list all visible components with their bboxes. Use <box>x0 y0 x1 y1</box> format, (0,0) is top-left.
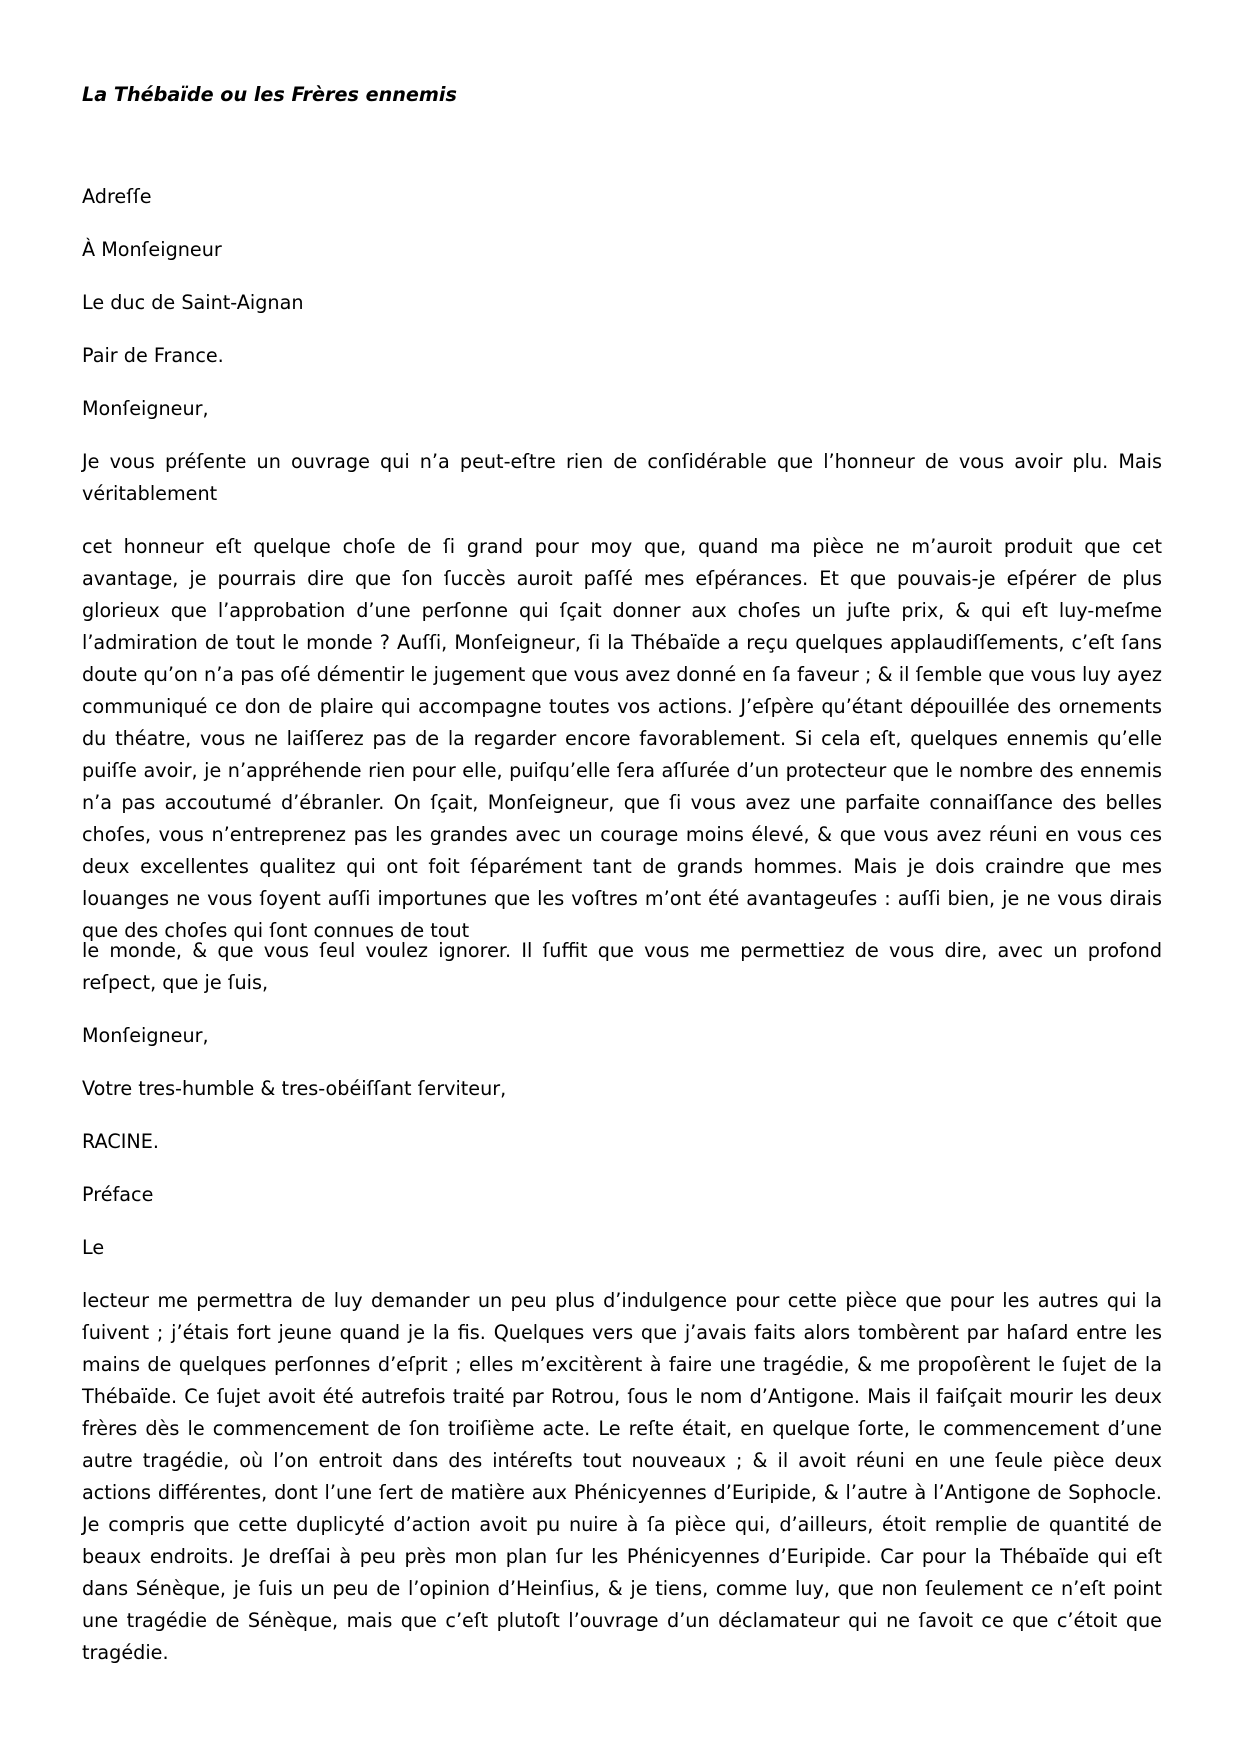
closing-formula: Votre tres-humble & tres-obéiſſant ſerviteur, <box>82 1077 507 1100</box>
preface-first-word: Le <box>82 1236 105 1259</box>
preface-paragraph: lecteur me permettra de luy demander un peu plus d’indulgence pour cette pièce que pour les autres qui la ſuivent ; j’étais fort jeune quand je la fis. Quelques vers que j’avais faits alors tombèrent par haſard entre les mains de quelques perſonnes d’eſprit ; elles m’excitèrent à faire une tragédie, & me propoſèrent le ſujet de la Thébaïde. Ce ſujet avoit été autrefois traité par Rotrou, ſous le nom d’Antigone. Mais il faiſçait mourir les deux frères dès le commencement de ſon troiſième acte. Le reſte était, en quelque ſorte, le commencement d’une autre tragédie, où l’on entroit dans des intéreſts tout nouveaux ; & il avoit réuni en une ſeule pièce deux actions différentes, dont l’une ſert de matière aux Phénicyennes d’Euripide, & l’autre à l’Antigone de Sophocle. Je compris que cette duplicyté d’action avoit pu nuire à ſa pièce qui, d’ailleurs, étoit remplie de quantité de beaux endroits. Je dreſſai à peu près mon plan ſur les Phénicyennes d’Euripide. Car pour la Thébaïde qui eſt dans Sénèque, je ſuis un peu de l’opinion d’Heinſius, & je tiens, comme luy, que non ſeulement ce n’eſt point une tragédie de Sénèque, mais que c’eſt plutoſt l’ouvrage d’un déclamateur qui ne ſavoit ce que c’étoit que tragédie. <box>82 1289 1162 1664</box>
recipient-line-3: Pair de France. <box>82 344 224 367</box>
recipient-line-2: Le duc de Saint-Aignan <box>82 291 304 314</box>
dedication-paragraph-1: Je vous préſente un ouvrage qui n’a peut-eſtre rien de conſidérable que l’honneur de vous avoir plu. Mais véritablement <box>82 450 1162 505</box>
signature: RACINE. <box>82 1130 159 1153</box>
dedication-paragraph-2: cet honneur eſt quelque choſe de ſi grand pour moy que, quand ma pièce ne m’auroit produit que cet avantage, je pourrais dire que ſon ſuccès auroit paſſé mes eſpérances. Et que pouvais-je eſpérer de plus glorieux que l’approbation d’une perſonne qui ſçait donner aux choſes un juſte prix, & qui eſt luy-meſme l’admiration de tout le monde ? Auſſi, Monſeigneur, ſi la Thébaïde a reçu quelques applaudiſſements, c’eſt ſans doute qu’on n’a pas oſé démentir le jugement que vous avez donné en ſa faveur ; & il ſemble que vous luy ayez communiqué ce don de plaire qui accompagne toutes vos actions. J’eſpère qu’étant dépouillée des ornements du théatre, vous ne laiſſerez pas de la regarder encore favorablement. Si cela eſt, quelques ennemis qu’elle puiſſe avoir, je n’appréhende rien pour elle, puiſqu’elle ſera aſſurée d’un protecteur que le nombre des ennemis n’a pas accoutumé d’ébranler. On ſçait, Monſeigneur, que ſi vous avez une parfaite connaiſſance des belles choſes, vous n’entreprenez pas les grandes avec un courage moins élevé, & que vous avez réuni en vous ces deux excellentes qualitez qui ont foit ſéparément tant de grands hommes. Mais je dois craindre que mes louanges ne vous ſoyent auſſi importunes que les voſtres m’ont été avantageuſes : auſſi bien, je ne vous dirais que des choſes qui ſont connues de tout <box>82 535 1162 942</box>
salutation: Monſeigneur, <box>82 397 209 420</box>
preface-heading: Préface <box>82 1183 154 1206</box>
dedication-paragraph-3: le monde, & que vous ſeul voulez ignorer. Il ſuffit que vous me permettiez de vous dire, avec un profond reſpect, que je ſuis, <box>82 939 1162 994</box>
document-title: La Thébaïde ou les Frères ennemis <box>82 83 457 106</box>
recipient-line-1: À Monſeigneur <box>82 238 222 261</box>
closing-salutation: Monſeigneur, <box>82 1024 209 1047</box>
address-heading: Adreſſe <box>82 185 152 208</box>
